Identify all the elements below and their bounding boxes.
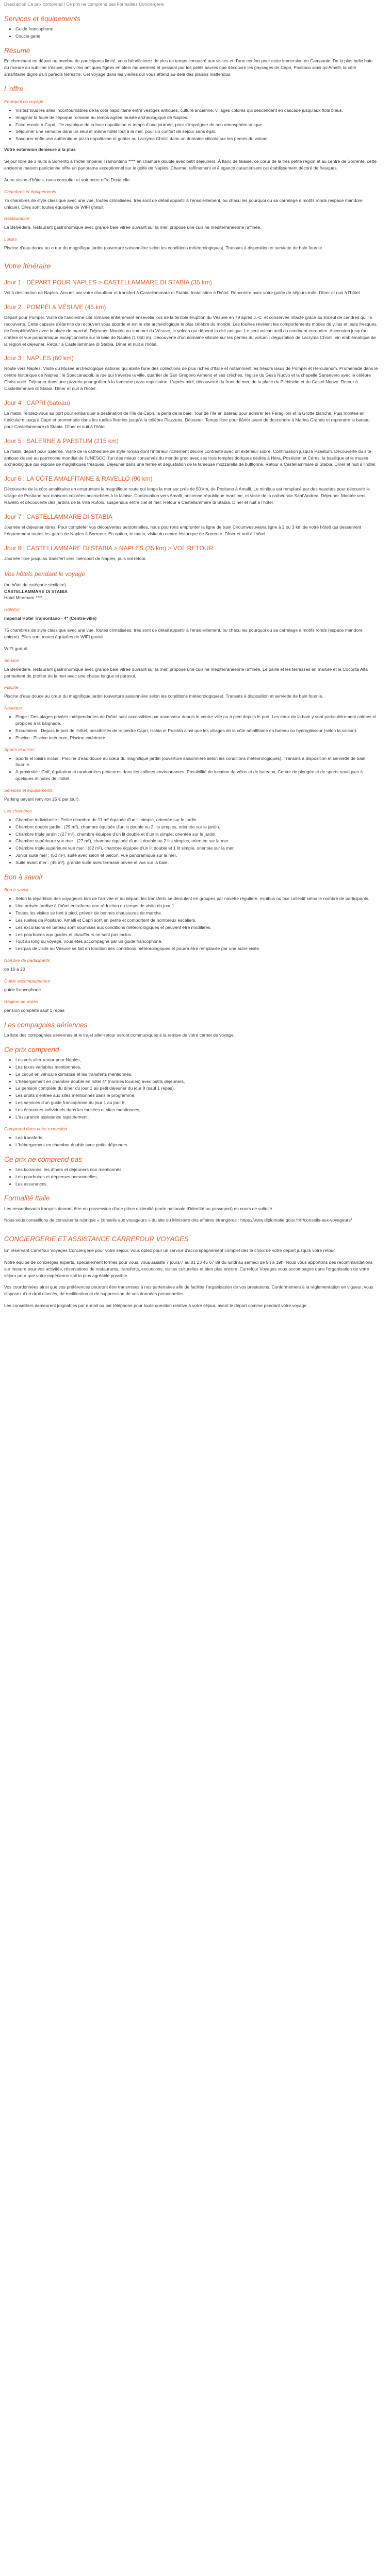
day-text: Vol à destination de Naples. Accueil par votre chauffeur et transfert à Castellammare di Stabia. Installation à l'hôtel. Rencontre avec votre guide de séjours-inde. Dîner et nuit à l'hôtel.: [4, 290, 361, 296]
service-title: Service: [4, 657, 19, 663]
concierge-text: Les conseillers demeurent joignables par e-mail ou par téléphone pour toute question relative à votre séjour, avant le départ comme pendant votre voyage.: [4, 1303, 308, 1309]
pool-text: Piscine d'eau douce au cœur du magnifique jardin (ouverture saisonnière selon les conditions météorologiques). Transats à disposition et serviette de bain fournie.: [4, 693, 323, 699]
resume-title: Résumé: [4, 46, 30, 55]
list-item: • Les boissons, les dîners et déjeuners non mentionnés,: [15, 1166, 379, 1173]
concierge-title: CONCIERGERIE ET ASSISTANCE CARREFOUR VOYAGES: [4, 1235, 189, 1243]
list-item: • Faire escale à Capri, l'île mythique de la baie napolitaine et temps d'une journée, pour s'imprégner de son atmosphère unique.: [15, 122, 379, 128]
hotel-name: Hotel Miramare ****: [4, 595, 43, 601]
rooms2-title: Les chambres: [4, 808, 32, 814]
participants-text: de 10 à 20: [4, 967, 25, 972]
list-item: • Les assurances.: [15, 1181, 379, 1188]
day-title: Jour 2 : POMPÉI & VÉSUVE (45 km): [4, 303, 106, 311]
resume-text: En cheminant en départ au nombre de participants limité, vous bénéficierez de plus de temps consacré aux visites et d'une confort pour cette immersion en Campanie. De la plus belle baie du monde au sublime Vésuve, des villes antiques figées en plein mouvement et pessant par les petits havres que découvrir les paysages de Capri, Positano ainsi qu'Amalfi, la côte amalfitaine digne d'un paradis terrestre. Cet voyage dans les vieilles qui vous attend au-delà des plaisirs inattendus.: [4, 58, 373, 77]
list-item: • Chambre triple jardin : (27 m²), chambre équipée d'un lit double et d'un lit simple, orientée sur le jardin.: [15, 831, 379, 838]
price-includes-list: [4, 1057, 379, 1121]
nautique-list: [4, 714, 379, 741]
services-eq-title: Services et équipements: [4, 788, 53, 793]
list-item: • Savourer enfin une authentique pizza napolitaine et goûter au Lacryma Christi dans un domaine viticole sur les pentes du volcan.: [15, 135, 379, 142]
list-item: • L'assurance assistance rapatriement.: [15, 1114, 379, 1121]
list-item: • Guide francophone: [15, 26, 379, 32]
rooms-text: 75 chambres de style classique avec une vue, toutes climatisées, trés sont de détail appartir à l'ensoleillement, ou chacu les pourquoi ou sa carrelage à motifs ronds (espace mandore unique). Elles sont toutes équipées de WIFI gratuit.: [4, 197, 363, 210]
hotel-name-line: Imperial Hotel Tramontano - 4* (Centre-ville): [4, 616, 97, 621]
list-item: • Les pas de visite au Vésuve se fait en fonction des conditions météorologiques et pourra être remplacée par une autre visite.: [15, 945, 379, 952]
airlines-title: Les compagnies aériennes: [4, 1021, 88, 1029]
list-item: • Imaginer la foule de l'époque romaine au temps agitée musée archéologique de Naples.: [15, 114, 379, 121]
itinerary-title: Votre itinéraire: [4, 262, 51, 270]
hotel-sub-title: Hôtel(s): [4, 607, 20, 613]
day-text: Découverte de la côte amalfitaine en empruntant la magnifique route qui longe la mer sur près de 50 km, de Positano à Amalfi. Le minibus est remplacé par des navettes pour découvrir le village de Positano aux maisons colorées accrochées à la falaise. Continuation vers Amalfi, ancienne république maritime, et visite de la cathédrale Sant'Andrea. Déjeuner. Montée vers Ravello et découverte des jardins de la Villa Rufolo, suspendus entre ciel et mer. Retour à Castellammare di Stabia. Dîner et nuit à l'hôtel.: [4, 486, 370, 505]
list-item: • Toutes les visites se font à pied, prévoir de bonnes chaussures de marche.: [15, 910, 379, 917]
restaurant-text: La Belvédère, restaurant gastronomique avec grande baie vitrée ouvrant sur la mer, propose une cuisine méditerranéenne raffinée.: [4, 225, 262, 230]
list-item: • Tout au long du voyage, vous êtes accompagné par un guide francophone.: [15, 938, 379, 945]
list-item: • Selon la répartition des voyageurs lors de l'arrivée et du départ, les transferts se déroulent en groupes par navette régulière, minibus ou taxi collectif selon le nombre de participants.: [15, 895, 379, 902]
meals-title: Régime de repas: [4, 998, 38, 1004]
guide-title: Guide accompagnateur: [4, 978, 51, 984]
list-item: • Les transferts: [15, 1134, 379, 1141]
formalities-text: Les ressortissants français devront être en possession d'une pièce d'identité (carte nationale d'identité ou passeport) en cours de validité.: [4, 1206, 273, 1211]
hotel-wifi: WIFI gratuit.: [4, 646, 28, 651]
page: [0, 0, 383, 1309]
day-title: Jour 3 : NAPLES (60 km): [4, 354, 74, 362]
day-text: Journée et déjeuner libres. Pour compléter vos découvertes personnelles, nous pourrons emprunter la ligne de train Circumvesuviana ligne à 2 ou 3 km de votre hôtel) qui desservent fréquemment toutes les gares de Naples à Sorrente. En option, le matin, visite du centre historique de Sorrente. Dîner et nuit à l'hôtel.: [4, 524, 362, 536]
hotels-title: Vos hôtels pendant le voyage: [4, 570, 86, 578]
page-tabs-note: Description Ce prix comprend | Ce prix ne comprend pas Formalités Conciergerie: [4, 2, 164, 7]
list-item: • Visitez tous les sites incontournables de la côte napolitaine entre vestiges antiques, culture ancienne, villages colorés qui descendent en cascade jusqu'aux flots bleus.: [15, 107, 379, 114]
extension-extra: Autre vision d'hôtels, nous consulter et voir notre offre Donatello: [4, 177, 130, 182]
hotel-line: (ou hôtel de catégorie similaire): [4, 582, 66, 587]
day-text: Route vers Naples. Visite du Musée archéologique national qui abrite l'une des collections de plus riches d'Italie et notamment les trésors issus de Pompéi et Herculanum. Promenade dans le centre historique de Naples : le Spaccanapoli, la rue qui traverse la ville, quartier de San Gregorio Armeno et ses crèches, l'église du Gesù Nuovo et la chapelle Sansevero avec le célèbre Christ voilé. Déjeuner dans une pizzeria pour goûter à la fameuse pizza napolitaine. L'après-midi, découverte du front de mer, de la place du Plébiscite et du Castel Nuovo. Retour à Castellammare di Stabia. Dîner et nuit à l'hôtel.: [4, 366, 378, 392]
nautique-title: Nautique: [4, 705, 22, 711]
day-text: Journée libre jusqu'au transfert vers l'aéroport de Naples, puis vol retour.: [4, 555, 147, 561]
list-item: • Les excursions en bateau sont soumises aux conditions météorologiques et peuvent être modifiées.: [15, 924, 379, 931]
formalities-title: Formalité Italie: [4, 1194, 50, 1202]
services-title: Services et équipements: [4, 14, 80, 23]
concierge-text: Vos coordonnées ainsi que vos préférences pourront être transmises à nos partenaires afin de faciliter l'organisation de vos prestations. Conformément à la réglementation en vigueur, vous disposez d'un droit d'accès, de rectification et de suppression de vos données personnelles.: [4, 1284, 373, 1297]
list-item: • Suite avant mer : (45 m²), grande suite avec terrasse privée et vue sur la baie.: [15, 859, 379, 866]
sports-list: [4, 755, 379, 783]
list-item: • Les pourboires et dépenses personnelles,: [15, 1174, 379, 1180]
list-item: • Chambre supérieure vue mer : (27 m²), chambre équipée d'un lit double ou 2 lits simples, orientée sur la mer.: [15, 838, 379, 844]
price-excludes-list: [4, 1166, 379, 1188]
list-item: • Les écouteurs individuels dans les musées et sites mentionnés,: [15, 1107, 379, 1113]
leisure-title: Loisirs: [4, 236, 17, 242]
good-to-know-list: [4, 895, 379, 952]
list-item: • Junior suite mer : (50 m²), suite avec salon et balcon, vue panoramique sur la mer.: [15, 852, 379, 859]
list-item: • Piscine : Piscine intérieure, Piscine extérieure: [15, 735, 379, 741]
formalities-link-text: Nous vous conseillons de consulter la rubrique « conseils aux voyageurs » du site du Ministère des affaires étrangères : https://www.diplomatie.gouv.fr/fr/conseils-aux-voyageurs/: [4, 1217, 352, 1223]
day-title: Jour 4 : CAPRI (bateau): [4, 399, 71, 406]
list-item: • La pension complète du dîner du jour 1 au petit déjeuner du jour 8 (sauf 1 repas),: [15, 1085, 379, 1092]
day-title: Jour 7 : CASTELLAMMARE DI STABIA: [4, 513, 112, 520]
day-text: Le matin, départ pour Salerne. Visite de la cathédrale de style roman dont l'intérieur richement décoré contraste avec un extérieur sobre. Continuation jusqu'à Paestum. Découverte du site antique classé au patrimoine mondial de l'UNESCO, l'un des mieux conservés du monde grec avec ses trois temples doriques dédiés à Héra, Poséidon et Cérès, la basilique et le musée archéologique qui expose de magnifiques fresques. Déjeuner dans une ferme et dégustation de la fameuse mozzarella de bufflonne. Retour à Castellammare di Stabia. Dîner et nuit à l'hôtel.: [4, 448, 377, 467]
list-item: • Les services d'un guide francophone du jour 1 au jour 8,: [15, 1099, 379, 1106]
restaurant-title: Restauration: [4, 216, 29, 222]
list-item: • Chambre triple supérieure vue mer : (32 m²), chambre équipée d'un lit double et 1 lit simple, orientée sur la mer.: [15, 845, 379, 852]
list-item: • Les droits d'entrée aux sites mentionnés dans le programme,: [15, 1092, 379, 1099]
concierge-text: Notre équipe de concierges experts, spécialement formés pour vous, vous assiste 7 jours/7 au 01 23 45 67 89 du lundi au samedi de 9h à 19h. Nous vous apportons des recommandations sur mesure pour vos activités, réservations de restaurants, transferts, excursions, visites culturelles et bien plus encore. Carrefour Voyages vous accompagne dans l'organisation de votre séjour pour que votre expérience soit la plus agréable possible.: [4, 1259, 373, 1278]
concierge-text: En réservant Carrefour Voyages Conciergerie pour votre séjour, vous optez pour un service d'accompagnement complet dès le choix de votre départ jusqu'à votre retour.: [4, 1247, 336, 1253]
extension-intro: Votre extension demeure à la plus: [4, 147, 76, 152]
list-item: • Le circuit en véhicule climatisé et les transferts mentionnés,: [15, 1071, 379, 1078]
list-item: • Chambre double jardin : (25 m²), chambre équipée d'un lit double ou 2 lits simples, orientée sur le jardin.: [15, 824, 379, 831]
list-item: • Coucie gerie: [15, 33, 379, 40]
participants-title: Nombre de participants: [4, 958, 50, 963]
price-includes-title: Ce prix comprend: [4, 1045, 59, 1054]
day-title: Jour 1 : DÉPART POUR NAPLES > CASTELLAMMARE DI STABIA (35 km): [4, 279, 212, 286]
list-item: • L'hébergement en chambre double en hôtel 4* (normes locales) avec petits déjeuners,: [15, 1078, 379, 1085]
day-title: Jour 6 : LA CÔTE AMALFITAINE & RAVELLO (90 km): [4, 475, 153, 483]
extension-text: Séjour libre de 3 nuits à Sorrento à l'hôtel Imperial Tramontano **** en chambre double avec petit déjeuners. À flanc de falaise, ce cœur de la très petite région et au centre de Sorrente, cette ancienne maison patricienne offre un panorama exceptionnel sur le golfe de Naples. Charme, raffinement et élégance caractérisent cet établissement décoré de fresques.: [4, 159, 377, 171]
good-to-know-title: Bon à savoir: [4, 873, 43, 882]
list-item: • Chambre individuelle : Petite chambre de 11 m² équipée d'un lit simple, orientée sur le jardin.: [15, 817, 379, 823]
service-text: La Belvédère, restaurant gastronomique avec grande baie vitrée ouvrant sur la mer, propose une cuisine méditerranéenne raffinée. Le paille et les terrasses en marbre et la Cocorita Alta permettent de profiter de la mer avec une chaise longue et parasol.: [4, 666, 368, 679]
guide-text: guide francophone: [4, 987, 41, 992]
hotel-city: CASTELLAMMARE DI STABIA: [4, 588, 68, 594]
list-item: • Séjourner une semaine dans un seul et même hôtel tout à la mer, pour un confort de séjour sans égal.: [15, 128, 379, 135]
pool-title: Piscine: [4, 685, 19, 690]
list-item: • Les pourboires aux guides et chauffeurs ne sont pas inclus.: [15, 931, 379, 938]
meals-text: pension complète sauf 1 repas: [4, 1007, 65, 1013]
list-item: • Les taxes variables mentionnées,: [15, 1064, 379, 1071]
day-text: Départ pour Pompéi. Visite de l'ancienne cité romaine entièrement ensevelie lors de la terrible éruption du Vésuve en 79 après J.-C. et conservée intacte grâce au linceul de cendres qui l'a recouverte. Cette capsule d'éternité de recouvert vous aborde et est le site archéologique le plus célèbre du monde. Les fouilles révèlent les comportements modes de villas et leurs fresques, de l'amphithéâtre avec la place de marché. Déjeuner. Montée au sommet du Vésuve, le volcan qui dépend la cité antique. Le seul volcan actif du continent européen. Ascension jusqu'au cratère et vue panoramique exceptionnelle sur la baie de Naples (1 050 m). Découverte d'un domaine viticole sur les pentes du volcan : dégustation de Lacryma Christi, vin emblématique de la région et déjeuner. Retour à Castellammare di Stabia. Dîner et nuit à l'hôtel.: [4, 314, 378, 347]
leisure-text: Piscine d'eau douce au cœur du magnifique jardin (ouverture saisonnière selon les conditions météorologiques). Transats à disposition et serviette de bain fournie.: [4, 245, 323, 251]
airlines-text: La liste des compagnies aériennes et le trajet aller-retour seront communiqués à la remise de votre carnet de voyage.: [4, 1032, 235, 1038]
list-item: • Sports et loisirs inclus : Piscine d'eau douce au cœur du magnifique jardin (ouverture saisonnière selon les conditions météorologiques). Transats à disposition et serviette de bain fournie.: [15, 755, 379, 769]
good-to-know-sub: Bon à savoir: [4, 887, 29, 893]
list-item: • Les vols aller-retour pour Naples,: [15, 1057, 379, 1063]
extension-includes-title: Comprend dans votre extension: [4, 1126, 67, 1131]
services-list: [4, 26, 379, 40]
sports-title: Sports et loisirs: [4, 747, 35, 752]
list-item: • Excursions : Depuis le port de l'hôtel, possibilités de rejoindre Capri, Ischia et Procida ainsi que les villages de la côte amalfitaine en bateau ou hydroglisseur (selon la saison).: [15, 727, 379, 734]
rooms2-list: [4, 817, 379, 866]
extension-includes-list: [4, 1134, 379, 1148]
day-title: Jour 5 : SALERNE & PAESTUM (215 km): [4, 437, 119, 445]
day-title: Jour 8 : CASTELLAMMARE DI STABIA > NAPLES (35 km) > VOL RETOUR: [4, 544, 214, 552]
rooms-title: Chambres et équipements: [4, 189, 56, 194]
list-item: • Plage : Des plages privées indépendantes de l'hôtel sont accessibles par ascenseur depuis le centre-ville ou à pied depuis le port. Les eaux de la baie y sont particulièrement calmes et propices à la baignade.: [15, 714, 379, 727]
hotel-text: 75 chambres de style classique avec une vue, toutes climatisées, trés sont de détail appartir à l'ensoleillement, ou chacu les pourquoi ou sa carrelage à motifs ronds (espace mandore unique). Elles sont toutes équipées de WIFI gratuit.: [4, 628, 363, 639]
services-eq-text: Parking payant (environ 25 € par jour).: [4, 796, 80, 802]
day-text: Le matin, rendez-vous au port pour embarquer à destination de l'île de Capri, la perle de la baie. Tour de l'île en bateau pour admirer les Faraglioni et la Grotte blanche. Puis montée en funiculaire jusqu'à Capri et promenade dans les ruelles fleuries jusqu'à la célèbre Piazzetta. Déjeuner. Temps libre pour flâner avant de descendre à Marina Grande et reprendre le bateau pour Castellammare di Stabia. Dîner et nuit à l'hôtel.: [4, 410, 370, 429]
list-item: • À proximité : Golf, équitation et randonnées pédestres dans les collines environnantes. Possibilité de location de vélos et de bateaux. Centre de plongée et de sports nautiques à quelques minutes de l'hôtel.: [15, 769, 379, 782]
list-item: • Une arrivée tardive à l'hôtel entraînera une réduction du temps de visite du jour 1.: [15, 903, 379, 909]
why-title: Pourquoi ce voyage: [4, 98, 43, 104]
why-list: [4, 107, 379, 142]
list-item: • L'hébergement en chambre double avec petits déjeuners: [15, 1142, 379, 1148]
offer-title: L'offre: [4, 84, 24, 93]
list-item: • Les ruelles de Positano, Amalfi et Capri sont en pente et comportent de nombreux escaliers.: [15, 917, 379, 924]
price-excludes-title: Ce prix ne comprend pas: [4, 1155, 82, 1163]
